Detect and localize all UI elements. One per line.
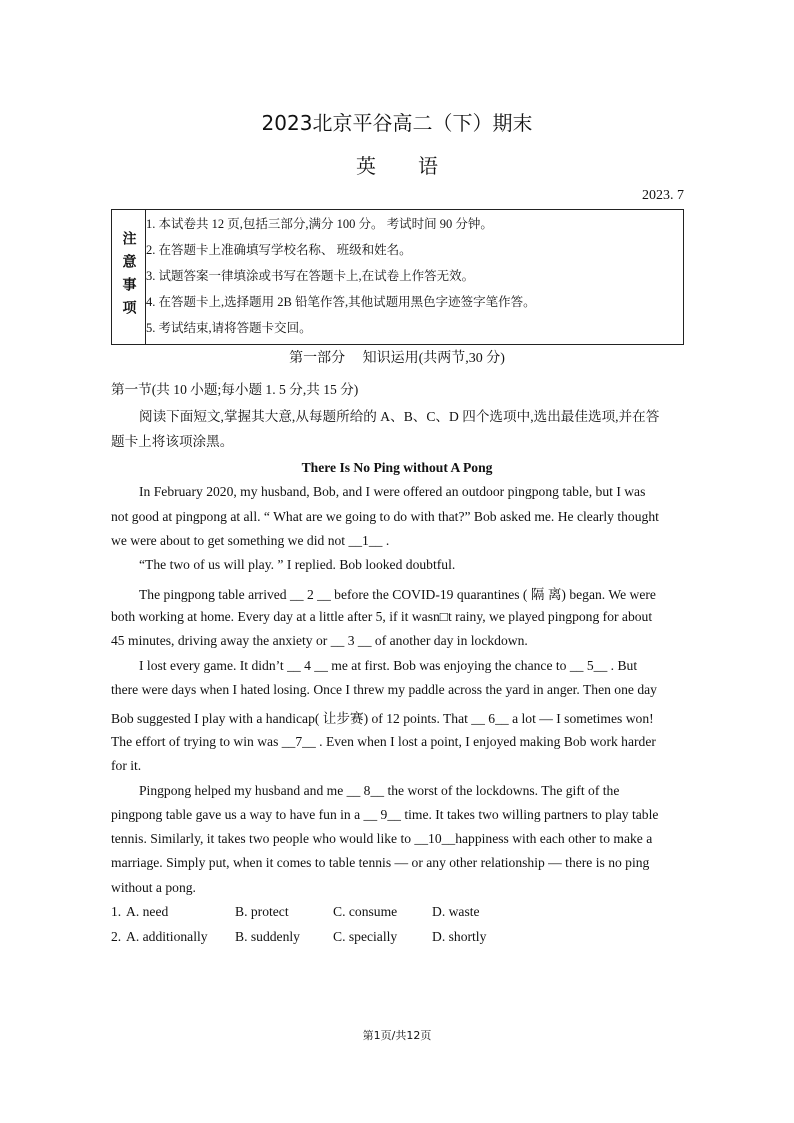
option-a: A. need (126, 904, 169, 919)
passage-line: Pingpong helped my husband and me __ 8__ the worst of the lockdowns. The gift of the (139, 783, 620, 798)
passage-line: there were days when I hated losing. Once I threw my paddle across the yard in anger. Then one day (111, 682, 657, 697)
passage-line: pingpong table gave us a way to have fun in a __ 9__ time. It takes two willing partners to play table (111, 807, 659, 822)
notice-item: 4. 在答题卡上,选择题用 2B 铅笔作答,其他试题用黑色字迹签字笔作答。 (146, 295, 536, 309)
passage-line: The pingpong table arrived __ 2 __ before the COVID-19 quarantines ( 隔 离) began. We were (139, 587, 656, 602)
instruction-line: 题卡上将该项涂黑。 (111, 434, 234, 449)
part1-heading: 第一部分 知识运用(共两节,30 分) (289, 351, 505, 366)
passage-line: not good at pingpong at all. “ What are we going to do with that?” Bob asked me. He clearly thought (111, 509, 659, 524)
notice-item: 3. 试题答案一律填涂或书写在答题卡上,在试卷上作答无效。 (146, 269, 475, 283)
passage-line: 45 minutes, driving away the anxiety or __ 3 __ of another day in lockdown. (111, 633, 528, 648)
option-a: A. additionally (126, 929, 208, 944)
passage-line: Bob suggested I play with a handicap( 让步赛) of 12 points. That __ 6__ a lot — I sometimes won! (111, 711, 654, 726)
option-c: C. consume (333, 904, 398, 919)
passage-line: for it. (111, 758, 142, 773)
subject-title: 英语 (356, 154, 480, 178)
option-b: B. suddenly (235, 929, 300, 944)
page-title: 2023北京平谷高二（下）期末 (261, 111, 533, 135)
passage-line: In February 2020, my husband, Bob, and I were offered an outdoor pingpong table, but I was (139, 484, 646, 499)
section-heading: 第一节(共 10 小题;每小题 1. 5 分,共 15 分) (111, 382, 359, 397)
passage-line: tennis. Similarly, it takes two people who would like to __10__happiness with each other to make a (111, 831, 653, 846)
option-c: C. specially (333, 929, 398, 944)
instruction-line: 阅读下面短文,掌握其大意,从每题所给的 A、B、C、D 四个选项中,选出最佳选项,并在答 (139, 409, 660, 424)
notice-box (111, 209, 684, 345)
question-number: 1. (111, 904, 122, 919)
passage-line: The effort of trying to win was __7__ . Even when I lost a point, I enjoyed making Bob work harder (111, 734, 656, 749)
option-b: B. protect (235, 904, 289, 919)
notice-label-text: 注意事项 (120, 231, 137, 323)
passage-line: both working at home. Every day at a little after 5, if it wasn□t rainy, we played pingpong for about (111, 609, 653, 624)
notice-item: 2. 在答题卡上准确填写学校名称、 班级和姓名。 (146, 243, 412, 257)
passage-line: “The two of us will play. ” I replied. Bob looked doubtful. (139, 557, 456, 572)
passage-line: we were about to get something we did not __1__ . (111, 533, 390, 548)
passage-line: without a pong. (111, 880, 196, 895)
passage-line: I lost every game. It didn’t __ 4 __ me at first. Bob was enjoying the chance to __ 5__ . But (139, 658, 638, 673)
notice-item: 5. 考试结束,请将答题卡交回。 (146, 321, 312, 335)
page-footer: 第1页/共12页 (362, 1029, 432, 1042)
option-d: D. shortly (432, 929, 487, 944)
passage-line: marriage. Simply put, when it comes to table tennis — or any other relationship — there is no ping (111, 855, 650, 870)
notice-item: 1. 本试卷共 12 页,包括三部分,满分 100 分。 考试时间 90 分钟。 (146, 217, 493, 231)
option-d: D. waste (432, 904, 480, 919)
passage-title: There Is No Ping without A Pong (301, 460, 493, 475)
question-number: 2. (111, 929, 122, 944)
exam-date: 2023. 7 (642, 188, 684, 203)
notice-list (146, 213, 536, 343)
notice-label (112, 210, 146, 344)
